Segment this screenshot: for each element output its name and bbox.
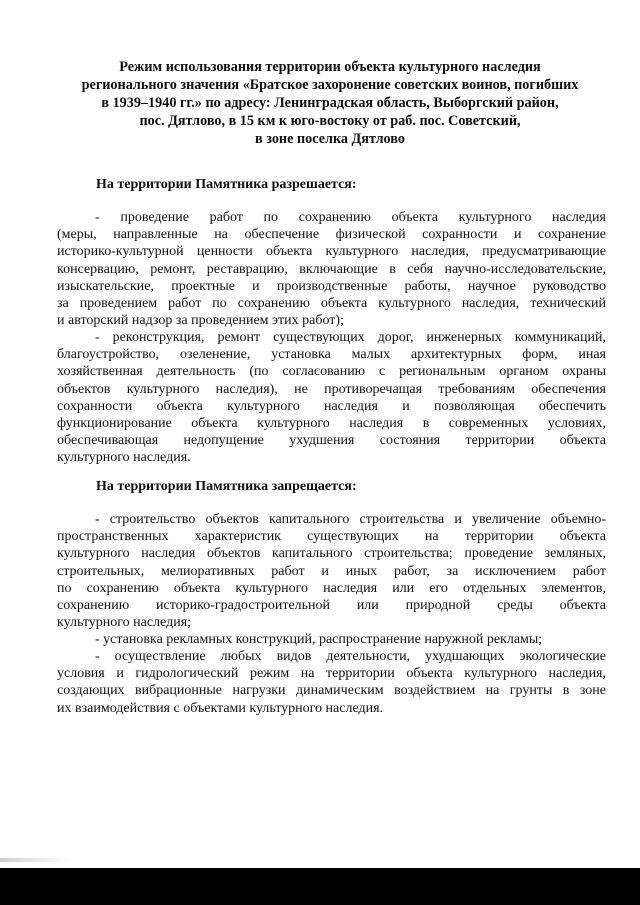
title-line: в зоне поселка Дятлово xyxy=(255,131,405,147)
allowed-paragraph-1 xyxy=(57,209,606,329)
text-line: - установка рекламных конструкций, распространение наружной рекламы; xyxy=(95,632,543,647)
text-line: строительных, мелиоративных работ и иных работ, за исключением работ xyxy=(57,563,606,579)
allowed-section-heading: На территории Памятника разрешается: xyxy=(96,177,357,192)
text-line: сохранности объекта культурного наследия и позволяющая обеспечить xyxy=(57,398,606,414)
scan-edge-mark xyxy=(0,858,70,862)
text-line: - реконструкция, ремонт существующих дорог, инженерных коммуникаций, xyxy=(95,330,606,345)
title-line: регионального значения «Братское захоронение советских воинов, погибших xyxy=(81,77,579,93)
forbidden-paragraph-3 xyxy=(57,648,606,717)
text-line: культурного наследия объектов капитального строительства; проведение земляных, xyxy=(57,546,606,562)
text-line: пространственных характеристик существующих на территории объекта xyxy=(57,529,606,545)
text-line: - осуществление любых видов деятельности, ухудшающих экологические xyxy=(95,649,606,664)
text-line: изыскательские, проектные и производственные работы, научное руководство xyxy=(57,278,606,294)
forbidden-paragraph-1 xyxy=(57,511,606,631)
title-line: пос. Дятлово, в 15 км к юго-востоку от раб. пос. Советский, xyxy=(139,113,521,129)
text-line: сохранению историко-градостроительной или природной среды объекта xyxy=(57,597,606,613)
forbidden-section-heading: На территории Памятника запрещается: xyxy=(96,479,357,494)
text-line: - строительство объектов капитального строительства и увеличение объемно- xyxy=(95,512,606,527)
title-line: Режим использования территории объекта культурного наследия xyxy=(119,59,541,75)
text-line: (меры, направленные на обеспечение физической сохранности и сохранение xyxy=(57,227,606,243)
document-title xyxy=(60,58,600,148)
text-line: функционирование объекта культурного наследия в современных условиях, xyxy=(57,415,606,431)
text-line: по сохранению объекта культурного наследия или его отдельных элементов, xyxy=(57,580,606,596)
text-line: условия и гидрологический режим на территории объекта культурного наследия, xyxy=(57,666,606,682)
text-line: объектов культурного наследия), не противоречащая требованиям обеспечения xyxy=(57,381,606,397)
title-line: в 1939–1940 гг.» по адресу: Ленинградская область, Выборгский район, xyxy=(101,95,559,111)
text-line: историко-культурной ценности объекта культурного наследия, предусматривающие xyxy=(57,244,606,260)
allowed-paragraph-2 xyxy=(57,329,606,467)
text-line: за проведением работ по сохранению объекта культурного наследия, технический xyxy=(57,295,606,311)
text-line: их взаимодействия с объектами культурного наследия. xyxy=(57,700,384,716)
scan-bottom-border xyxy=(0,868,640,905)
text-line: культурного наследия; xyxy=(57,615,192,631)
text-line: - проведение работ по сохранению объекта культурного наследия xyxy=(95,210,606,225)
forbidden-paragraph-2 xyxy=(57,631,606,648)
text-line: хозяйственная деятельность (по согласованию с региональным органом охраны xyxy=(57,364,606,380)
text-line: создающих вибрационные нагрузки динамическим воздействием на грунты в зоне xyxy=(57,683,606,699)
text-line: культурного наследия. xyxy=(57,450,191,466)
text-line: обеспечивающая недопущение ухудшения состояния территории объекта xyxy=(57,433,606,449)
text-line: консервацию, ремонт, реставрацию, включающие в себя научно-исследовательские, xyxy=(57,261,606,277)
text-line: и авторский надзор за проведением этих работ); xyxy=(57,313,344,329)
text-line: благоустройство, озеленение, установка малых архитектурных форм, иная xyxy=(57,347,606,363)
